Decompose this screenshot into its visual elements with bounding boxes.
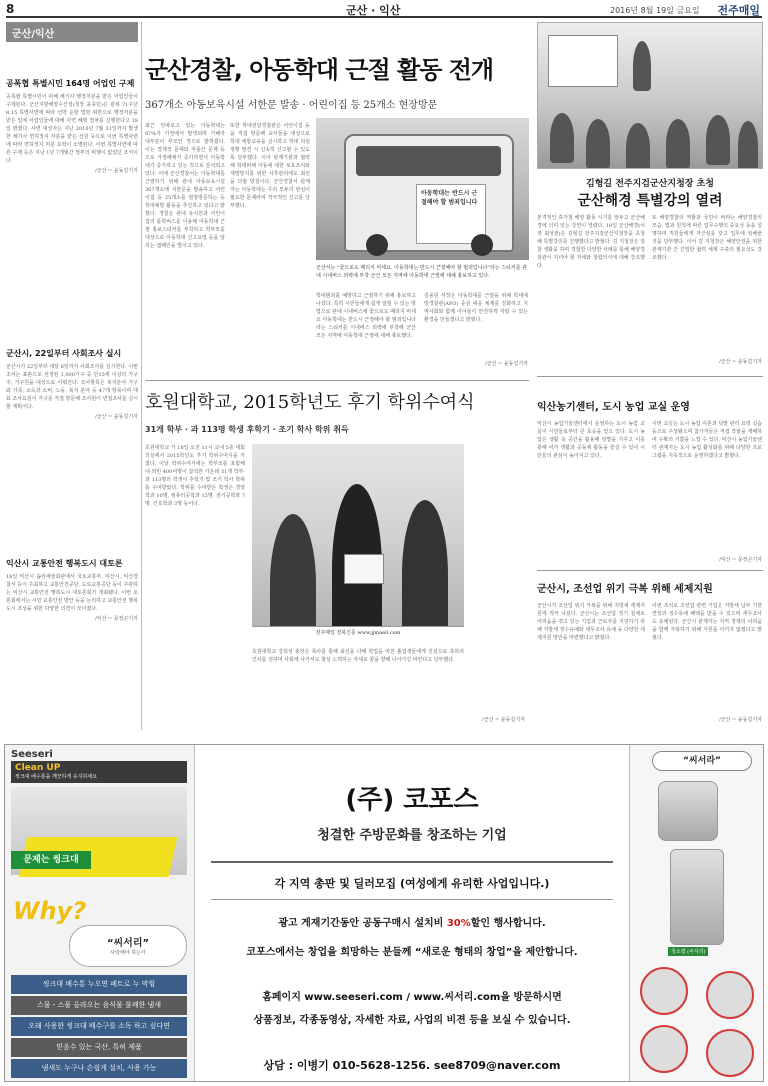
graduation-body-col-1: 호원대학교 가 18일 오전 11시 교내 5층 대회의실에서 2015학년도 후기 학위수여식을 가졌다. 이날 학위수여식에는 학부모를 포함해 내·외빈 400여명이 참석한 가운데 31개 학부·과 113명의 학생이 후학기 및 조기 학사 학위를 수여받았다. 학위를 수여받은 학생은 경영학과 10명, 컴퓨터공학과 15명, 전기공학과 7명, 간호학과 3명 등이다. — [145, 445, 245, 507]
briefs-column — [6, 22, 138, 730]
ad-right-panel — [629, 745, 764, 1082]
lead-body-col-4: 김용원 서장은 아동학대를 근절을 위해 학대예방경찰관(APO) 중심 대응 체계를 강화하고 지역사회와 함께 아이들이 안전하게 자랄 수 있는 환경을 만들겠다고 밝혔다. — [424, 293, 528, 323]
presentation-screen — [548, 35, 618, 87]
lecture-byline: /군산 = 윤동길기자 — [719, 359, 762, 365]
brief-article — [6, 348, 138, 548]
bus-photo-caption: 군산서는 “꽃으로도 때리지 마세요, 아동학대는 반드시 근절해야 할 범죄입니다”라는 스티커를 관내 시내버스 외벽에 부착 군산 모든 지역에 아동학대 근절에 대해 홍보하고 있다. — [316, 265, 527, 279]
lecture-photo — [537, 22, 763, 169]
lead-byline: /군산 = 윤동길기자 — [485, 361, 528, 367]
ad-brand: Seeseri — [11, 749, 53, 760]
lecture-body-col-1: 본격적인 휴가철 해양 활동 시기를 앞두고 군산해경에 의미 있는 강연이 열렸다. 18일 군산해경(서장 최성권)은 김형길 전주지검군산지청장을 초청해 특별강의를 진행했다고 밝혔다. 김 지청장은 검찰 생활을 하며 경험한 다양한 사례를 통해 해양경찰관이 지녀야 할 자세와 청렴의식에 대해 강조했다. — [537, 215, 645, 269]
ad-main-panel — [197, 745, 627, 1082]
ad-discount-percent: 30% — [446, 918, 471, 929]
graduation-headline: 호원대학교, 2015학년도 후기 학위수여식 — [145, 392, 475, 413]
ad-contact: 상담 : 이병기 010-5628-1256. see8709@naver.com — [263, 1059, 561, 1072]
ship-body-col-2: 이번 조치로 조선업 관련 기업은 지방세 납부 기한 연장과 징수유예 혜택을 받을 수 있으며 세무조사도 유예된다. 군산시 관계자는 지역 경제의 어려움을 함께 극복하기 위해 지원을 아끼지 않겠다고 밝혔다. — [652, 603, 762, 641]
brief-body: 18일 익산시 솜리예술회관에서 국토교통부, 익산시, 익산경찰서 등이 주최하고 교통안전공단, 도로교통공단 등이 주관하는 익산시 교통안전 행복도시 대토론회가 개최됐다. 이번 토론회에서는 시민 교통안전 방안 등을 논의하고 교통안전 행복도시 조성을 위한 다양한 의견이 모아졌다. — [6, 574, 138, 612]
agri-body-col-2: 이번 교실은 도시 농업 이론과 텃밭 관리 요령 실습 등으로 구성됐으며 참가자들은 직접 작물을 재배하며 수확의 기쁨을 느낄 수 있다. 익산시 농업기술센터 관계자는 도시 농업 활성화를 위해 다양한 프로그램을 지속적으로 운영하겠다고 밝혔다. — [652, 421, 762, 459]
audience-figure — [626, 123, 650, 169]
ad-product-name: “씨서리” — [106, 938, 150, 949]
ad-recruit: 각 지역 총판 및 딜러모집 (여성에게 유리한 사업입니다.) — [211, 861, 613, 900]
brief-title: 군산시, 22일부터 사회조사 실시 — [6, 349, 122, 358]
bus-shape — [344, 134, 514, 252]
paper-name: 전주매일 — [717, 4, 760, 17]
ad-homepage-line: 홈페이지 www.seeseri.com / www.씨서리.com을 방문하시면 — [262, 992, 562, 1003]
person-figure — [402, 500, 448, 640]
ad-feature-bar: 오래 사용한 씽크대 배수구를 소독 하고 싶다면 — [11, 1017, 187, 1036]
ad-discount-line — [197, 914, 627, 929]
graduation-subhead: 31개 학부 · 과 113명 학생 후학기 · 조기 학사 학위 취득 — [145, 425, 349, 434]
ad-company-name: (주) 코포스 — [345, 785, 479, 815]
audience-figure — [738, 121, 758, 169]
ad-feature-bar: 씽크대 배수통 누오면 페트로 누 막힘 — [11, 975, 187, 994]
ad-homepage-line-2: 상품정보, 각종동영상, 자세한 자료, 사업의 비젼 등을 보실 수 있습니다. — [253, 1015, 571, 1026]
ad-product-badge — [69, 925, 187, 967]
agri-body-col-1: 익산시 농업기술센터에서 운영하는 도시 농업 교실이 시민들로부터 큰 호응을 얻고 있다. 도시 농업은 생활 속 공간을 활용해 텃밭을 가꾸고 이를 통해 여가 생활과 공동체 활동을 즐길 수 있어 시민들의 관심이 높아지고 있다. — [537, 421, 645, 459]
ad-discount-text: 광고 게재기간동안 공동구매시 설치비 — [278, 918, 447, 929]
bus-wheel — [471, 234, 493, 256]
brief-body: 군산시가 22일부터 내달 6일까지 사회조사를 실시한다. 이번 조사는 표본으로 선정된 1,000가구 중 만15세 이상의 가구주, 가구원을 대상으로 이뤄진다. 조사항목은 복지분야 가구와 가족, 소득과 소비, 노동, 복지 분야 등 47개 항목이며 대표 조사요원이 가구를 직접 방문해 조사원이 면접조사를 실시할 계획이다. — [6, 364, 138, 410]
graduation-body-col-3: 호원대학교 강희성 총장은 축사를 통해 최선을 다해 학업을 마친 졸업생들에게 진심으로 축하의 인사를 전하며 사회에 나가서도 항상 노력하는 자세로 꿈을 향해 나아가길 바란다고 당부했다. — [252, 649, 464, 663]
brief-article — [6, 558, 138, 622]
diploma — [344, 554, 384, 584]
lead-body-col-2: 또한 학대전담경찰관은 어린이집 등을 직접 방문해 교사들을 대상으로 학대 예방교육을 실시하고 학대 의심 정황 발견 시 신속히 신고할 수 있도록 당부했다. 이어 관계기관과 협력해 학대피해 아동에 대한 보호조치와 재발방지를 위한 사후관리에도 최선을 다할 방침이다. 군산경찰서 관계자는 아동학대는 우리 모두의 관심이 필요한 문제라며 적극적인 신고를 당부했다. — [230, 123, 310, 209]
page-number: 8 — [6, 2, 15, 16]
lead-subhead: 367개소 아동보육시설 서한문 발송 · 어린이집 등 25개소 현장방문 — [145, 100, 438, 111]
drain-part-image — [658, 781, 718, 841]
drain-part-image — [670, 849, 724, 945]
brief-byline: /익산 = 문정곤기자 — [95, 616, 138, 622]
ad-clean-bar — [11, 761, 187, 783]
brief-title: 익산시 교통안전 행복도시 대토론 — [6, 559, 123, 568]
graduation-photo-banner: 전주매일 전북신문 www.jjmaeil.com — [252, 626, 464, 640]
ship-byline: /군산 = 윤동길기자 — [719, 717, 762, 723]
lead-body-col-3: 학대범죄를 예방하고 근절하기 위해 홍보하고 나섰다. 특히 시민들에게 쉽게 알릴 수 있는 방법으로 관내 시내버스에 꽃으로도 때리지 마세요 아동학대는 반드시 근절해야 할 범죄입니다라는 스티커를 시내버스 외벽에 부착해 군산 모든 지역에 아동학대 근절에 대해 홍보했다. — [316, 293, 416, 339]
section-divider — [145, 380, 529, 381]
advertisement — [4, 744, 764, 1082]
detail-circle — [640, 1025, 688, 1073]
bus-window — [356, 146, 501, 176]
detail-circle — [640, 967, 688, 1015]
section-divider — [537, 570, 763, 571]
lead-headline: 군산경찰, 아동학대 근절 활동 전개 — [145, 56, 494, 84]
agri-headline: 익산농기센터, 도시 농업 교실 운영 — [537, 402, 690, 413]
ship-headline: 군산시, 조선업 위기 극복 위해 세제지원 — [537, 584, 713, 595]
audience-figure — [706, 115, 730, 165]
audience-figure — [586, 119, 610, 169]
ad-startup-text: 을 제안합니다. — [512, 947, 578, 958]
lecture-headline: 군산해경 특별강의 열려 — [577, 193, 723, 209]
ad-right-label: “씨서라” — [652, 751, 752, 771]
ad-startup-quote: “새로운 형태의 창업” — [414, 947, 513, 958]
ad-discount-text: 할인 행사합니다. — [470, 918, 546, 929]
ad-feature-bar: 믿음수 있는 국산, 특허 제품 — [11, 1038, 187, 1057]
brief-article — [6, 78, 138, 338]
section-divider — [537, 376, 763, 377]
ad-left-panel — [5, 745, 195, 1082]
bus-photo — [316, 118, 529, 260]
bus-wheel — [366, 234, 388, 256]
detail-circle — [706, 971, 754, 1019]
ad-right-tag: 청소캡 (씨서리) — [668, 947, 708, 956]
ad-slogan: 청결한 주방문화를 창조하는 기업 — [317, 828, 507, 843]
audience-figure — [666, 119, 690, 169]
brief-byline: /군산 = 윤동길기자 — [95, 168, 138, 174]
ad-feature-bar: 스물 - 스물 올라오는 음식물 불쾌한 냄새 — [11, 996, 187, 1015]
lecture-body-col-2: 또 해양경찰의 역할과 국민이 바라는 해양경찰의 모습, 법과 원칙에 따른 업무수행의 중요성 등을 설명하며 직원들에게 자긍심을 갖고 업무에 임해줄 것을 당부했다. 이어 김 지청장은 해양안전을 위한 관계기관 간 긴밀한 협력 체계 구축의 필요성도 강조했다. — [652, 215, 762, 261]
ad-startup-text: 코포스에서는 창업을 희망하는 분들께 — [246, 947, 415, 958]
ship-body-col-1: 군산시가 조선업 위기 극복을 위해 지방세 세제지원에 적극 나섰다. 군산시는 조선업 경기 침체로 어려움을 겪고 있는 기업과 근로자를 지원하기 위해 지방세 징수유예와 세무조사 유예 등 다양한 세제지원 방안을 마련했다고 밝혔다. — [537, 603, 645, 641]
graduation-photo — [252, 444, 464, 640]
column-divider — [141, 22, 142, 730]
ad-why: Why? — [13, 897, 87, 925]
graduation-byline: /군산 = 윤동길기자 — [482, 717, 525, 723]
brief-byline: /군산 = 윤동길기자 — [95, 414, 138, 420]
ad-feature-bar: 냄새도 누구나 손쉽게 설치, 사용 가능 — [11, 1059, 187, 1078]
page-header — [6, 2, 762, 18]
bus-sticker: 아동학대는 반드시 근절해야 할 범죄입니다 — [416, 184, 486, 244]
briefs-banner: 군산/익산 — [6, 22, 138, 42]
ad-clean-title: Clean UP — [15, 763, 61, 773]
section-title: 군산 · 익산 — [346, 4, 401, 17]
ad-problem-label: 문제는 씽크대 — [11, 851, 91, 869]
speaker-figure — [633, 41, 651, 91]
issue-date: 2016년 8월 19일 금요일 — [610, 6, 700, 15]
brief-title: 공폭협 특별시민 164명 어업인 구제 — [6, 79, 135, 88]
detail-circle — [706, 1029, 754, 1077]
ad-product-sub: 사랑해야 하는가 — [110, 950, 146, 956]
brief-body: 공폭협 특별시민이 피해 해기사 행정처분을 받은 어업인들이 구제된다. 군산지방해양수산청(청장 윤종민)은 광복 71주년 8.15 특별사면에 따라 선박 운항 법령 위반으로 행정처분을 받은 업체 어업인들에 대해 사면 혜택 절차를 진행한다고 18일 밝혔다. 사면 대상자는 지난 2016년 7월 31일까지 발생한 해기사 면허정지 처분을 받은 선원 등으로 이번 특별사면에 따라 면허정지 처분 효력이 소멸된다. 이번 특별사면에 따른 구제 등은 지난 1년 7개월간 정부의 비행이 없었던 조치이다. — [6, 94, 138, 164]
audience-figure — [550, 113, 574, 163]
lecture-kicker: 김형길 전주지검군산지청장 초청 — [586, 179, 714, 189]
agri-byline: /익산 = 문정곤기자 — [719, 557, 762, 563]
ad-clean-sub: 씽크대 배수통을 깨끗하게 유지하세요 — [15, 774, 98, 780]
ad-startup-line — [197, 943, 627, 958]
person-figure — [270, 514, 316, 640]
lead-body-col-1: 최근 잇따르고 있는 아동학대는 87%가 가정에서 발생되며 가해자 대부분이 부모인 것으로 밝혀졌다. 이는 경제적 문제와 저출산 문제 등으로 가정해체가 증가하면서 아동학대가 증가하고 있는 것으로 분석되고 있다. 이에 군산경찰서는 아동학대를 근절하기 위해 관내 아동보육시설 367개소에 서한문을 발송하고 어린이집 등 25개소를 현장방문하는 등 학대예방 활동을 추진하고 있다고 밝혔다. 경찰은 관내 유치원과 어린이집의 통학버스를 이용해 아동학대 근절 홍보스티커를 부착하고 학부모를 대상으로 아동학대 신고요령 등을 알리는 캠페인을 벌이고 있다. — [145, 123, 225, 249]
